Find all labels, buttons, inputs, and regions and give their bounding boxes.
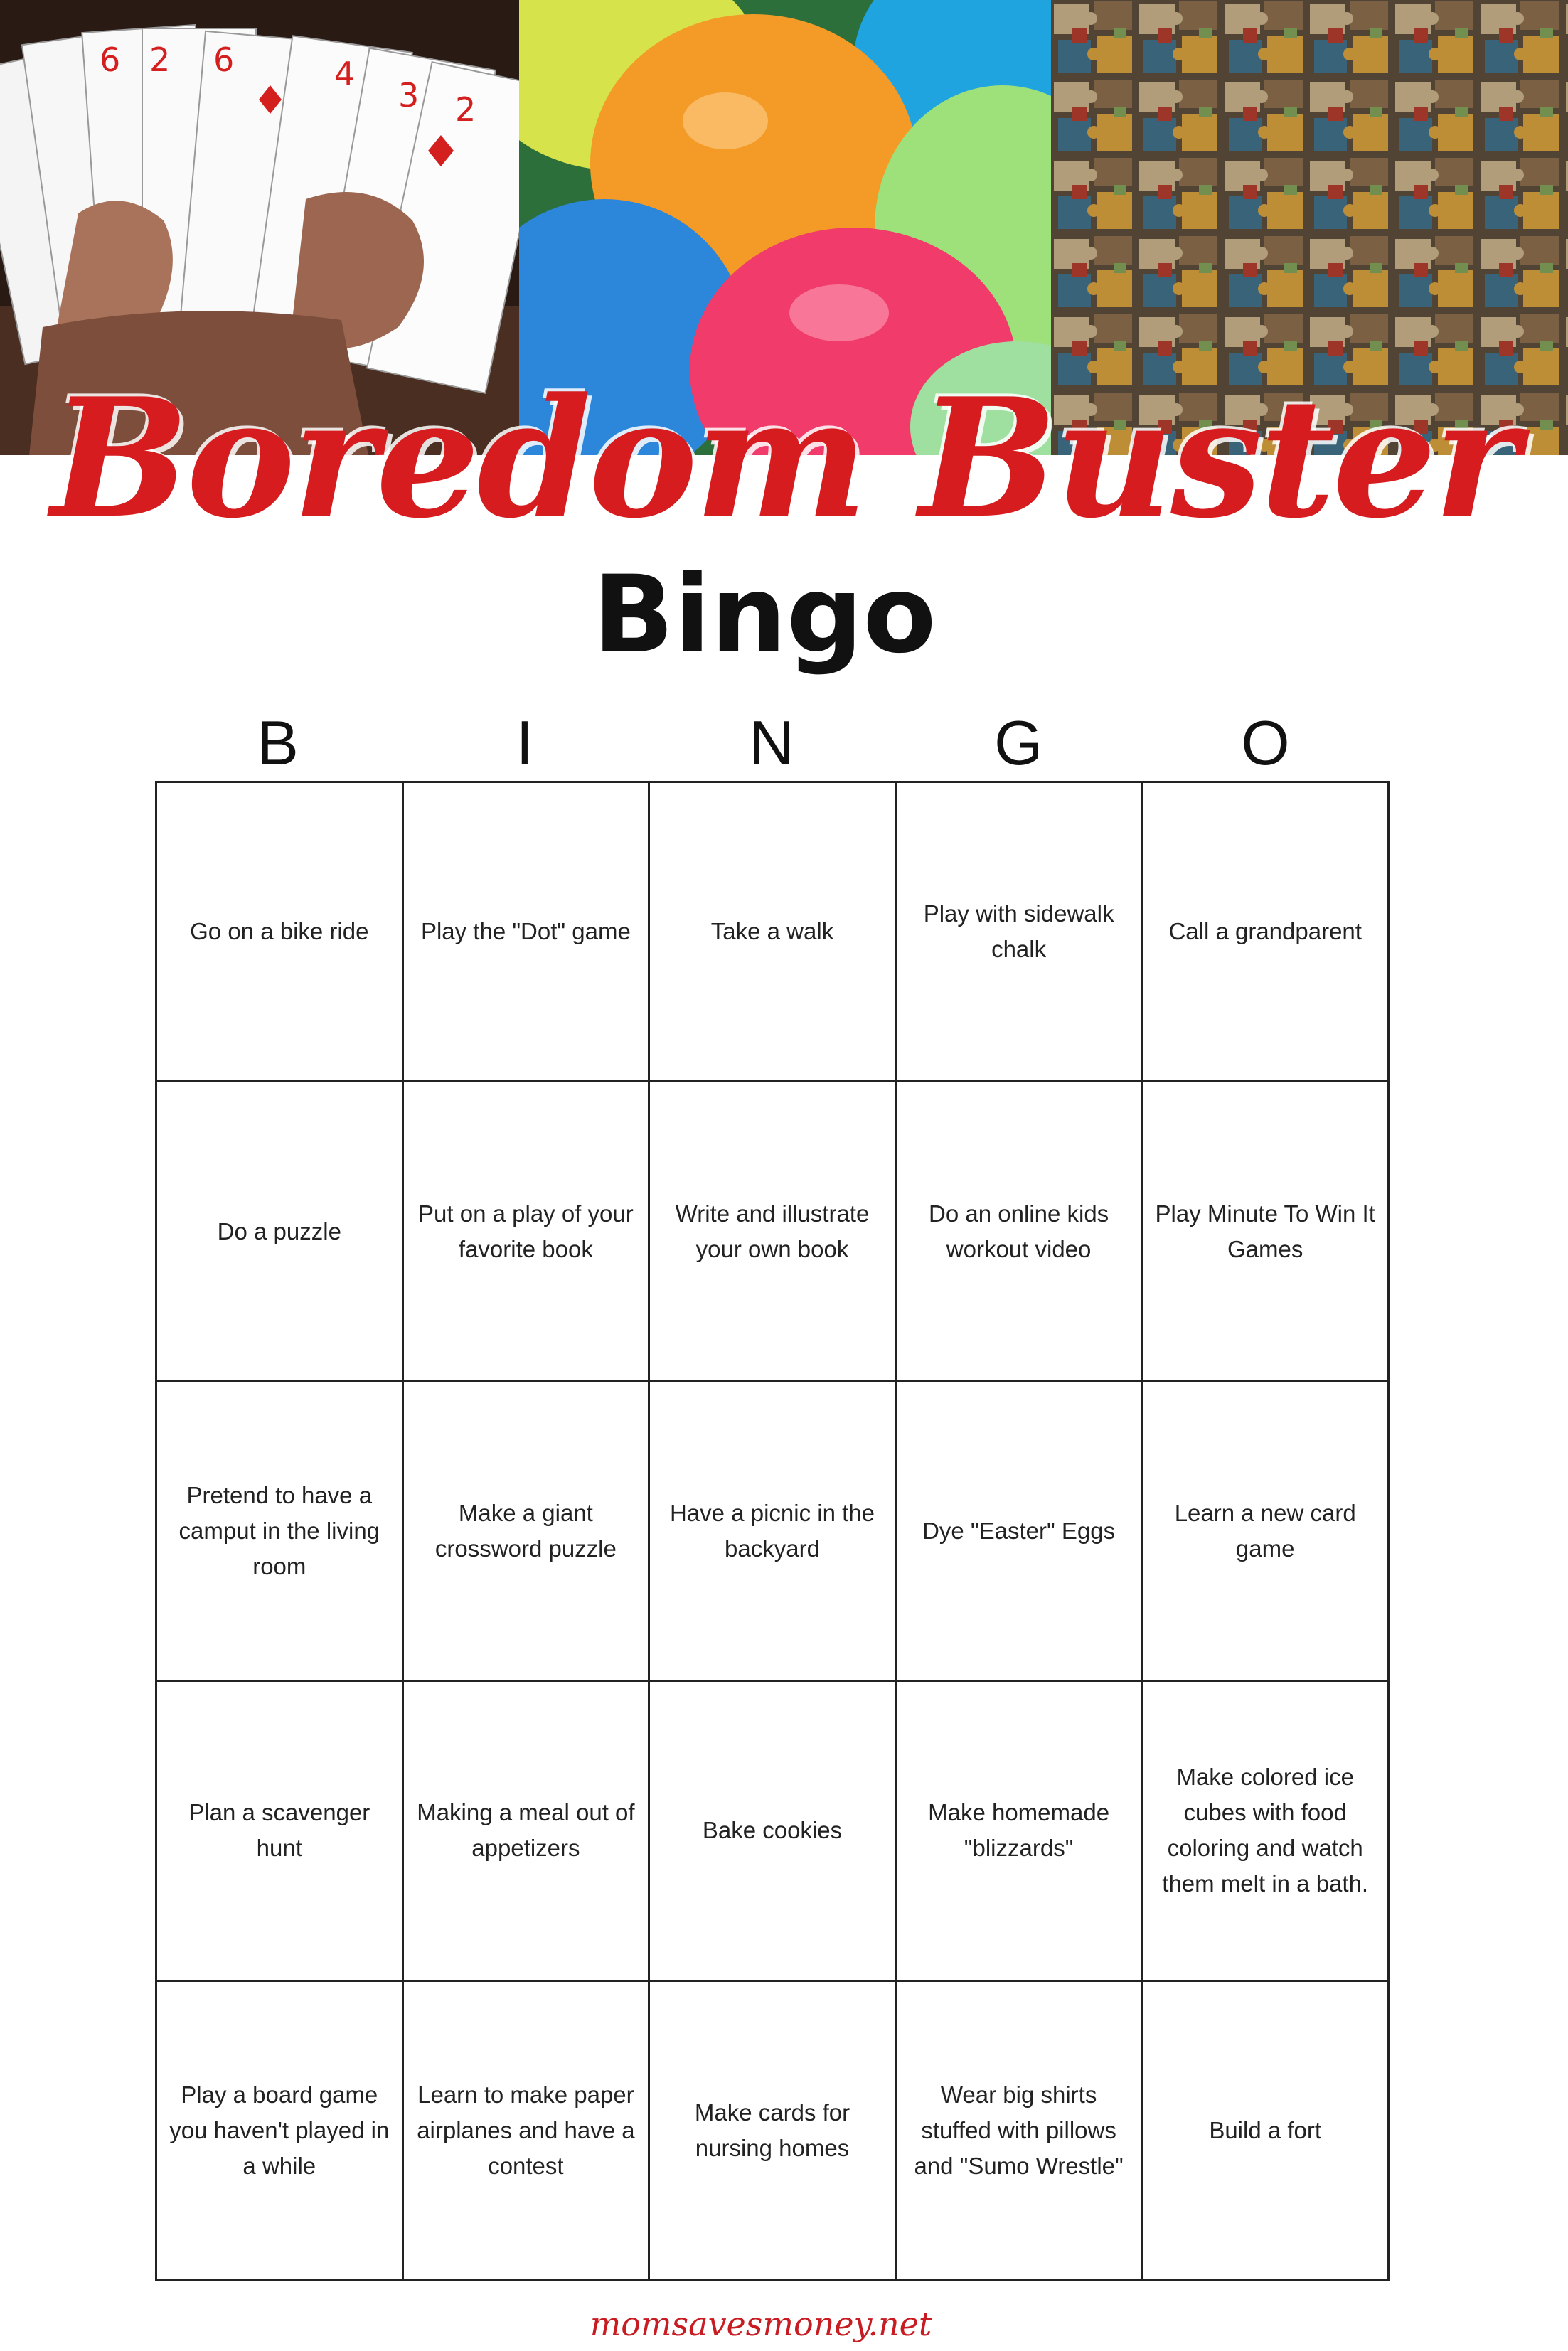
bingo-header: [155, 700, 1390, 786]
letter-n: N: [749, 708, 796, 778]
bingo-grid: [155, 781, 1390, 2281]
bingo-cell: Plan a scavenger hunt: [157, 1682, 404, 1981]
bingo-cell: Learn a new card game: [1143, 1382, 1390, 1682]
bingo-cell: Play Minute To Win It Games: [1143, 1082, 1390, 1382]
bingo-cell: Write and illustrate your own book: [650, 1082, 897, 1382]
letter-i: I: [516, 708, 535, 778]
bingo-cell: Dye "Easter" Eggs: [897, 1382, 1143, 1682]
bingo-cell: Go on a bike ride: [157, 783, 404, 1082]
bingo-cell: Do an online kids workout video: [897, 1082, 1143, 1382]
letter-b: B: [257, 708, 300, 778]
bingo-cell: Play with sidewalk chalk: [897, 783, 1143, 1082]
bingo-cell: Do a puzzle: [157, 1082, 404, 1382]
svg-text:4: 4: [334, 55, 356, 93]
svg-text:2: 2: [455, 90, 476, 129]
bingo-cell: Learn to make paper airplanes and have a contest: [404, 1982, 651, 2281]
bingo-cell: Bake cookies: [650, 1682, 897, 1981]
bingo-cell: Pretend to have a camput in the living room: [157, 1382, 404, 1682]
bingo-cell: Play the "Dot" game: [404, 783, 651, 1082]
bingo-cell: Make cards for nursing homes: [650, 1982, 897, 2281]
title-boredom-buster: Boredom Buster: [50, 363, 1518, 555]
bingo-cell: Build a fort: [1143, 1982, 1390, 2281]
bingo-cell: Put on a play of your favorite book: [404, 1082, 651, 1382]
bingo-cell: Make homemade "blizzards": [897, 1682, 1143, 1981]
bingo-cell: Have a picnic in the backyard: [650, 1382, 897, 1682]
letter-g: G: [993, 708, 1045, 778]
letter-o: O: [1241, 708, 1291, 778]
bingo-cell: Take a walk: [650, 783, 897, 1082]
svg-text:3: 3: [398, 76, 420, 114]
bingo-cell: Making a meal out of appetizers: [404, 1682, 651, 1981]
bingo-cell: Wear big shirts stuffed with pillows and "Sumo Wrestle": [897, 1982, 1143, 2281]
title-bingo: Bingo: [592, 553, 937, 677]
bingo-cell: Make colored ice cubes with food coloring and watch them melt in a bath.: [1143, 1682, 1390, 1981]
footer-site-link[interactable]: momsavesmoney.net: [590, 2305, 932, 2343]
bingo-cell: Make a giant crossword puzzle: [404, 1382, 651, 1682]
svg-text:6: 6: [100, 41, 121, 79]
svg-text:2: 2: [149, 41, 171, 79]
svg-text:6: 6: [213, 41, 235, 79]
bingo-cell: Call a grandparent: [1143, 783, 1390, 1082]
bingo-cell: Play a board game you haven't played in a while: [157, 1982, 404, 2281]
